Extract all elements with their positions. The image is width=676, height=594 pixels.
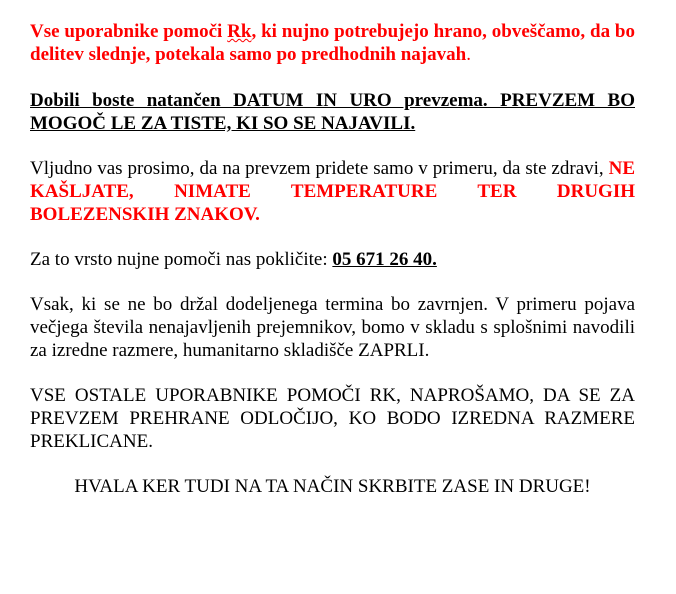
other-users-paragraph: [30, 384, 635, 453]
health-request-paragraph: [30, 157, 635, 226]
announcement-text-start: Vse uporabnike pomoči: [30, 21, 228, 42]
health-warning-text: NE KAŠLJATE, NIMATE TEMPERATURE TER DRUGIH BOLEZENSKIH ZNAKOV.: [30, 158, 635, 225]
other-users-text: VSE OSTALE UPORABNIKE POMOČI RK, NAPROŠAMO, DA SE ZA PREVZEM PREHRANE ODLOČIJO, KO BODO IZREDNA RAZMERE PREKLICANE.: [30, 385, 635, 452]
contact-paragraph: [30, 248, 635, 271]
contact-text: Za to vrsto nujne pomoči nas pokličite:: [30, 249, 333, 270]
announcement-period: .: [466, 44, 471, 65]
rejection-paragraph: [30, 293, 635, 362]
rejection-text: Vsak, ki se ne bo držal dodeljenega termina bo zavrnjen. V primeru pojava večjega števila nenajavljenih prejemnikov, bomo v skladu s splošnimi navodili za izredne razmere, humanitarno skladišče ZAPRLI.: [30, 294, 635, 361]
health-request-text: Vljudno vas prosimo, da na prevzem pridete samo v primeru, da ste zdravi,: [30, 158, 609, 179]
rk-abbreviation: Rk: [227, 21, 252, 42]
closing-line: [30, 475, 635, 498]
phone-number: 05 671 26 40.: [332, 249, 437, 270]
announcement-paragraph: [30, 20, 635, 66]
pickup-date-text: Dobili boste natančen DATUM IN URO prevzema. PREVZEM BO MOGOČ LE ZA TISTE, KI SO SE NAJAVILI.: [30, 90, 635, 134]
closing-text: HVALA KER TUDI NA TA NAČIN SKRBITE ZASE IN DRUGE!: [74, 476, 591, 497]
announcement-text-end: , ki nujno potrebujejo hrano, obveščamo, da bo delitev slednje, potekala samo po predhodnih najavah: [30, 21, 635, 65]
pickup-date-paragraph: [30, 89, 635, 135]
document-body: [30, 20, 635, 520]
